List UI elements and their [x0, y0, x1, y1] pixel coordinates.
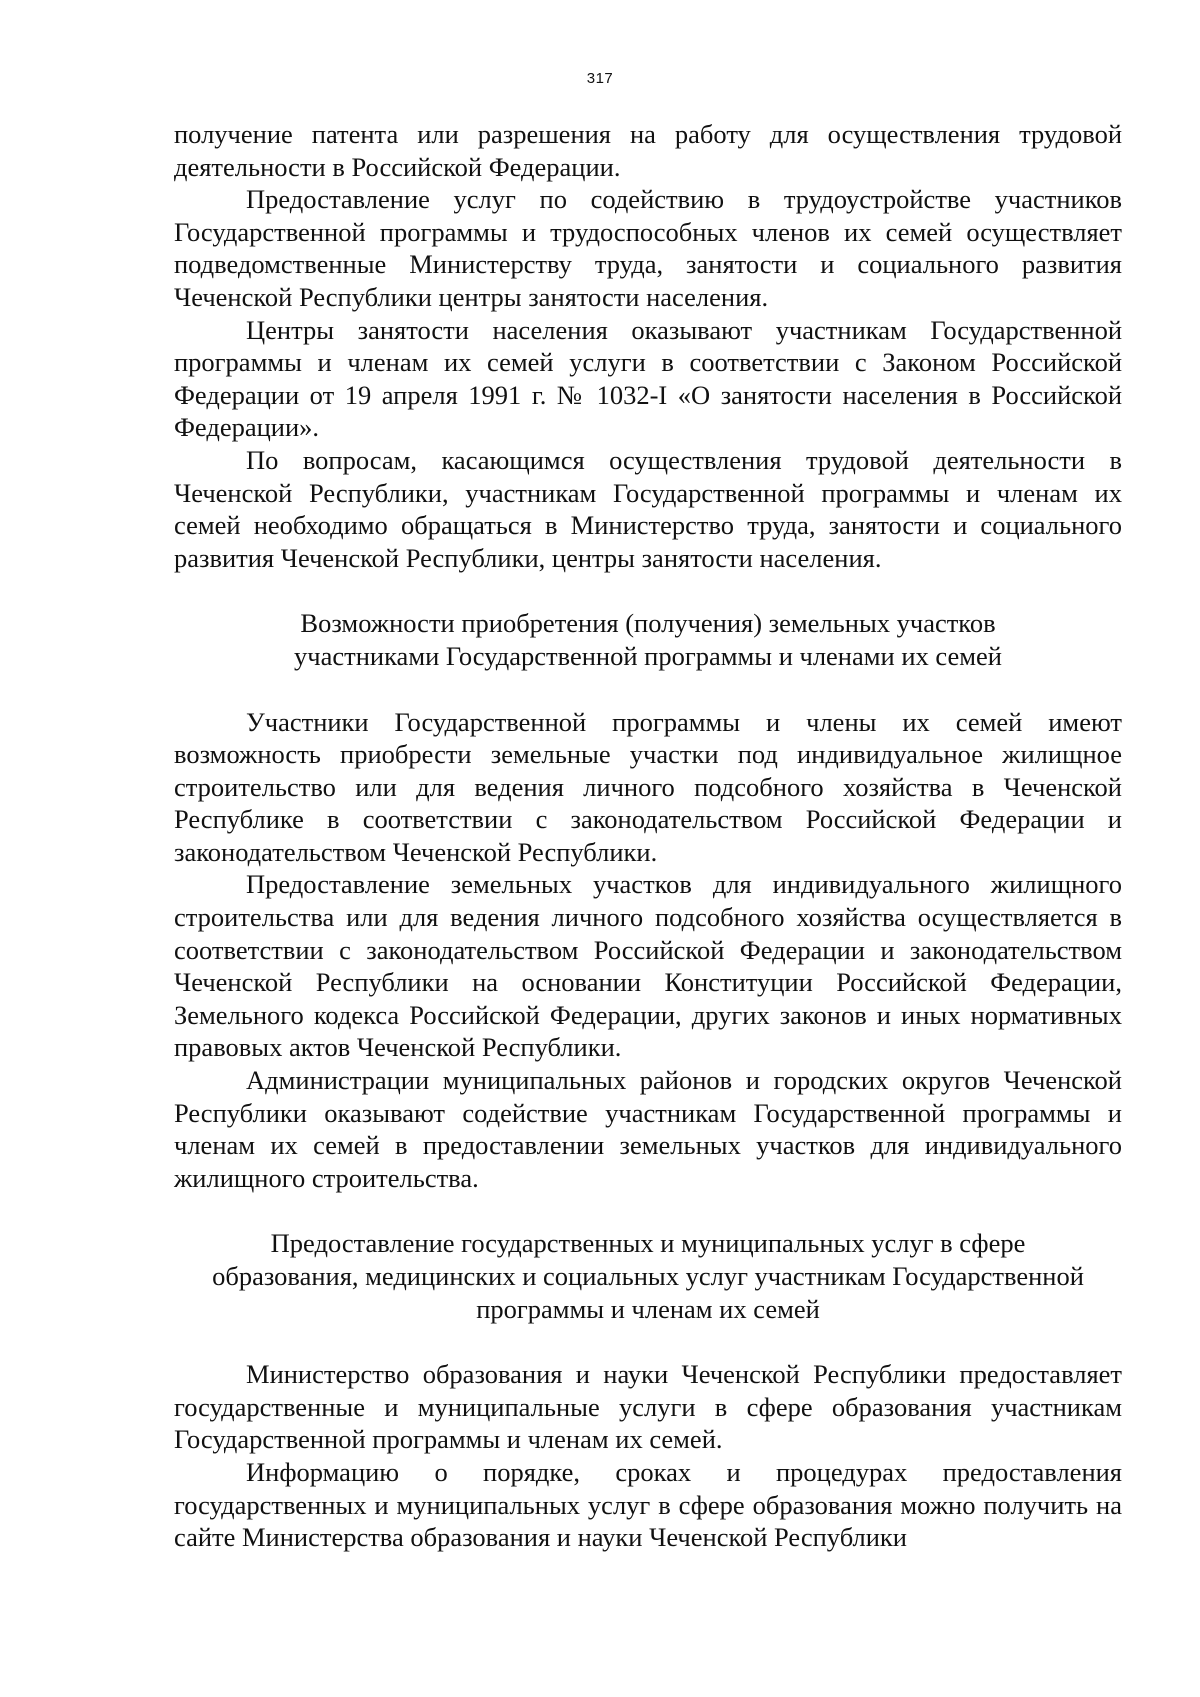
section-heading-line: Возможности приобретения (получения) земельных участков — [300, 608, 996, 639]
body-paragraph: Министерство образования и науки Чеченской Республики предоставляет государственные и муниципальные услуги в сфере образования участникам Государственной программы и членам их семей. — [174, 1359, 1122, 1455]
body-paragraph: Информацию о порядке, сроках и процедурах предоставления государственных и муниципальных услуг в сфере образования можно получить на сайте Министерства образования и науки Чеченской Республики — [174, 1456, 1122, 1553]
body-paragraph: получение патента или разрешения на работу для осуществления трудовой деятельности в Российской Федерации. — [174, 119, 1122, 182]
section-heading-line: участниками Государственной программы и членами их семей — [294, 640, 1002, 671]
section-spacer — [174, 1194, 1122, 1227]
body-paragraph: Участники Государственной программы и члены их семей имеют возможность приобрести земельные участки под индивидуальное жилищное строительство или для ведения личного подсобного хозяйства в Чеченской Республике в соответствии с законодательством Российской Федерации и законодательством Чеченской Республики. — [174, 706, 1122, 867]
body-paragraph: Администрации муниципальных районов и городских округов Чеченской Республики оказывают содействие участникам Государственной программы и членам их семей в предоставлении земельных участков для индивидуального жилищного строительства. — [174, 1065, 1122, 1193]
section-heading-line: программы и членам их семей — [476, 1293, 820, 1324]
section-heading — [174, 1227, 1122, 1325]
document-body — [174, 118, 1122, 1554]
section-heading-line: образования, медицинских и социальных услуг участникам Государственной — [212, 1261, 1084, 1291]
body-paragraph: Предоставление услуг по содействию в трудоустройстве участников Государственной программы и трудоспособных членов их семей осуществляет подведомственные Министерству труда, занятости и социального развития Чеченской Республики центры занятости населения. — [174, 184, 1122, 312]
section-heading-line: Предоставление государственных и муниципальных услуг в сфере — [270, 1228, 1026, 1259]
body-paragraph: Предоставление земельных участков для индивидуального жилищного строительства или для ведения личного подсобного хозяйства осуществляется в соответствии с законодательством Российской Федерации и законодательством Чеченской Республики на основании Конституции Российской Федерации, Земельного кодекса Российской Федерации, других законов и иных нормативных правовых актов Чеченской Республики. — [174, 869, 1122, 1063]
section-heading — [174, 607, 1122, 672]
section-spacer — [174, 673, 1122, 706]
section-spacer — [174, 574, 1122, 607]
body-paragraph: По вопросам, касающимся осуществления трудовой деятельности в Чеченской Республики, участникам Государственной программы и членам их семей необходимо обращаться в Министерство труда, занятости и социального развития Чеченской Республики, центры занятости населения. — [174, 444, 1122, 573]
section-spacer — [174, 1325, 1122, 1358]
page-number: 317 — [586, 70, 614, 87]
body-paragraph: Центры занятости населения оказывают участникам Государственной программы и членам их семей услуги в соответствии с Законом Российской Федерации от 19 апреля 1991 г. № 1032-I «О занятости населения в Российской Федерации». — [174, 314, 1122, 443]
